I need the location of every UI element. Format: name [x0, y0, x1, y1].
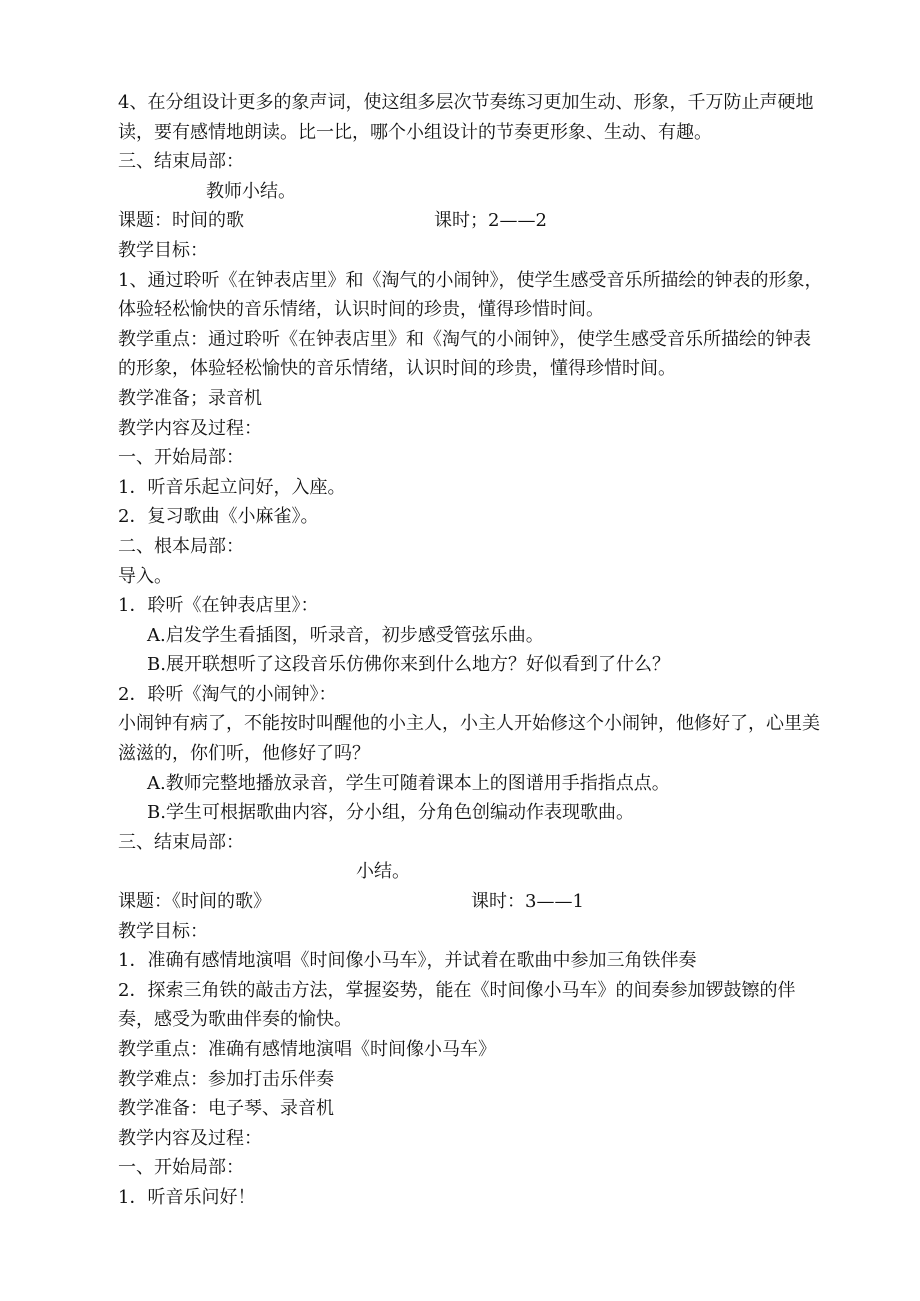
course-header [118, 887, 823, 917]
course-header [118, 206, 823, 236]
summary: 小结。 [356, 861, 410, 883]
course-period: 课时：3——1 [471, 891, 584, 913]
section-end-heading: 三、结束局部： [118, 831, 244, 853]
list-item: 1．听音乐问好！ [118, 1186, 256, 1208]
teaching-goal-item: 2．探索三角铁的敲击方法，掌握姿势，能在《时间像小马车》的间奏参加锣鼓镲的伴奏，感受为歌曲伴奏的愉快。 [118, 979, 796, 1031]
teaching-goal-label: 教学目标： [118, 239, 208, 261]
teaching-goal-item: 1．准确有感情地演唱《时间像小马车》，并试着在歌曲中参加三角铁伴奏 [118, 950, 697, 972]
teaching-preparation: 教学准备：电子琴、录音机 [118, 1098, 334, 1120]
intro-line: 导入。 [118, 565, 172, 587]
section-end-heading: 三、结束局部： [118, 151, 244, 173]
section-main-heading: 二、根本局部： [118, 535, 244, 557]
story-paragraph: 小闹钟有病了，不能按时叫醒他的小主人，小主人开始修这个小闹钟，他修好了，心里美滋滋的，你们听，他修好了吗？ [118, 713, 820, 765]
paragraph-rhythm-design: 4、在分组设计更多的象声词，使这组多层次节奏练习更加生动、形象，千万防止声硬地读，要有感情地朗读。比一比，哪个小组设计的节奏更形象、生动、有趣。 [118, 92, 814, 143]
course-period: 课时；2——2 [434, 210, 547, 232]
sub-item: A.教师完整地播放录音，学生可随着课本上的图谱用手指指点点。 [147, 772, 670, 794]
document-page [118, 88, 823, 1213]
course-title: 课题：《时间的歌》 [118, 891, 271, 913]
section-start-heading: 一、开始局部： [118, 1157, 244, 1179]
teaching-goal-item: 1、通过聆听《在钟表店里》和《淘气的小闹钟》，使学生感受音乐所描绘的钟表的形象，体验轻松愉快的音乐情绪，认识时间的珍贵，懂得珍惜时间。 [118, 269, 823, 321]
section-start-heading: 一、开始局部： [118, 447, 244, 469]
list-item: 2．聆听《淘气的小闹钟》： [118, 683, 337, 705]
teaching-goal-label: 教学目标： [118, 920, 208, 942]
course-title: 课题：时间的歌 [118, 210, 244, 232]
list-item: 1．聆听《在钟表店里》： [118, 595, 319, 617]
teacher-summary: 教师小结。 [206, 180, 296, 202]
teaching-preparation: 教学准备；录音机 [118, 387, 262, 409]
sub-item: A.启发学生看插图，听录音，初步感受管弦乐曲。 [147, 624, 544, 646]
sub-item: B.学生可根据歌曲内容，分小组，分角色创编动作表现歌曲。 [147, 802, 634, 824]
teaching-key-point: 教学重点：通过聆听《在钟表店里》和《淘气的小闹钟》，使学生感受音乐所描绘的钟表的形象，体验轻松愉快的音乐情绪，认识时间的珍贵，懂得珍惜时间。 [118, 328, 811, 380]
teaching-key-point: 教学重点：准确有感情地演唱《时间像小马车》 [118, 1039, 496, 1060]
list-item: 2．复习歌曲《小麻雀》。 [118, 506, 319, 528]
teaching-process-label: 教学内容及过程： [118, 417, 262, 439]
list-item: 1．听音乐起立问好，入座。 [118, 476, 346, 498]
sub-item: B.展开联想听了这段音乐仿佛你来到什么地方？好似看到了什么？ [147, 654, 670, 676]
teaching-process-label: 教学内容及过程： [118, 1127, 262, 1149]
teaching-difficulty: 教学难点：参加打击乐伴奏 [118, 1068, 334, 1090]
